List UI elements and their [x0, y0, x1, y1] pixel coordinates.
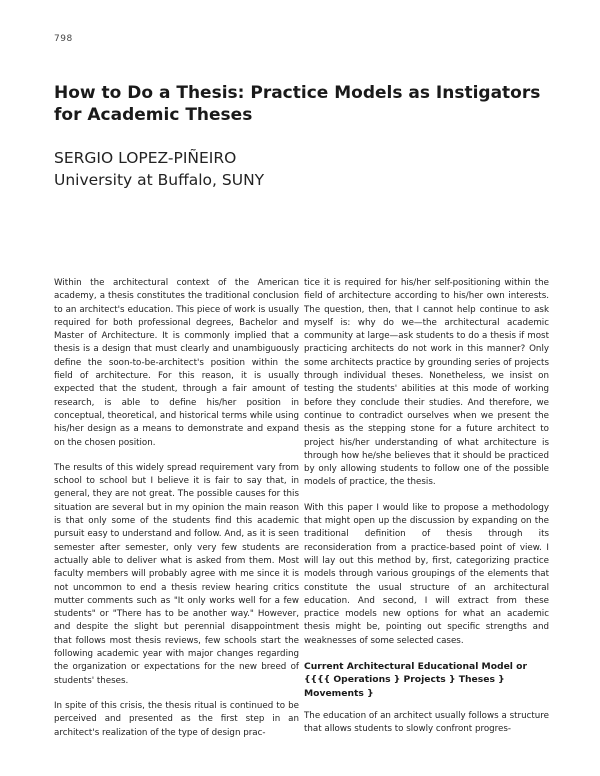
paragraph: The education of an architect usually follows a structure that allows students to slowly confront progres- [304, 710, 549, 735]
page-number: 798 [54, 34, 73, 44]
author-affiliation: University at Buffalo, SUNY [54, 171, 265, 189]
right-column [304, 277, 549, 749]
paragraph: With this paper I would like to propose a methodology that might open up the discussion by expanding on the traditional definition of thesis through its reconsideration from a practice-based point of view. I will lay out this method by, first, categorizing practice models through various groupings of the elements that constitute the usual structure of an architectural education. And second, I will extract from these practice models new options for what an academic thesis might be, pointing out specific strengths and weaknesses of some selected cases. [304, 502, 549, 646]
paragraph: Within the architectural context of the American academy, a thesis constitutes the traditional conclusion to an architect's education. This piece of work is usually required for both professional degrees, Bachelor and Master of Architecture. It is commonly implied that a thesis is a design that must clearly and unambiguously define the soon-to-be-architect's position within the field of architecture. For this reason, it is usually expected that the student, through a fair amount of research, is able to define his/her position in conceptual, theoretical, and historical terms while using his/her design as a means to demonstrate and expand on the chosen position. [54, 278, 299, 448]
author-name: SERGIO LOPEZ-PIÑEIRO [54, 149, 237, 167]
paragraph: In spite of this crisis, the thesis ritual is continued to be perceived and presented as the first step in an architect's realization of the type of design prac- [54, 700, 299, 738]
paragraph: The results of this widely spread requirement vary from school to school but I believe it is fair to say that, in general, they are not great. The possible causes for this situation are several but in my opinion the main reason is that only some of the students find this academic pursuit easy to understand and follow. And, as it is seen semester after semester, only very few students are actually able to deliver what is asked from them. Most faculty members will probably agree with me since it is not uncommon to end a thesis review hearing critics mutter comments such as "It only works well for a few students" or "There has to be another way." However, and despite the slight but perennial disappointment that follows most thesis reviews, few schools start the following academic year with major changes regarding the organization or expectations for the new breed of students' theses. [54, 462, 299, 686]
paper-title: How to Do a Thesis: Practice Models as Instigators for Academic Theses [54, 83, 541, 125]
section-heading: Current Architectural Educational Model or {{{{ Operations } Projects } Theses } Movements } [304, 661, 527, 699]
paragraph: tice it is required for his/her self-positioning within the field of architecture according to his/her own interests. The question, then, that I cannot help continue to ask myself is: why do we—the architectural academic community at large—ask students to do a thesis if most practicing architects do not work in this manner? Only some architects practice by grounding series of projects through individual theses. Nonetheless, we insist on testing the students' abilities at this mode of working before they conclude their studies. And therefore, we continue to contradict ourselves when we present the thesis as the stepping stone for a future architect to project his/her understanding of what architecture is through how he/she believes that it should be practiced by only allowing students to follow one of the possible models of practice, the thesis. [304, 278, 549, 488]
left-column [54, 277, 299, 752]
